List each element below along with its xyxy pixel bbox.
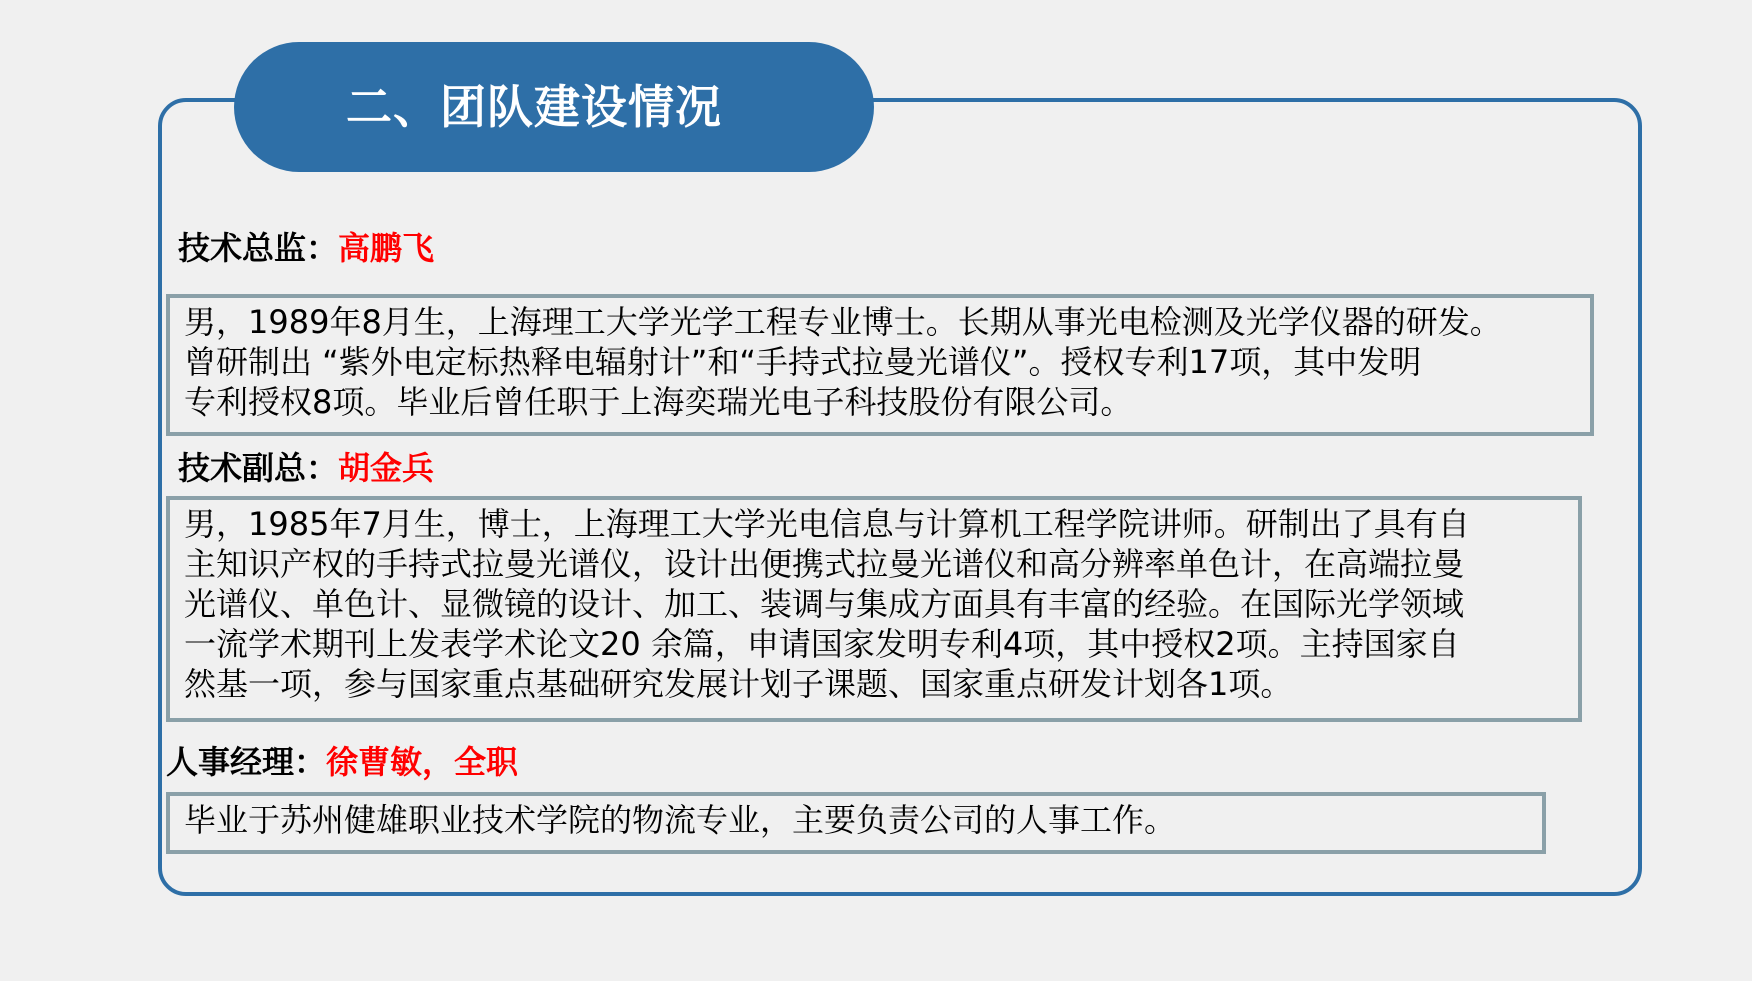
member-label-hr-manager	[166, 742, 518, 782]
bio-line: 光谱仪、单色计、显微镜的设计、加工、装调与集成方面具有丰富的经验。在国际光学领域	[184, 585, 1465, 623]
bio-line: 专利授权8项。毕业后曾任职于上海奕瑞光电子科技股份有限公司。	[184, 383, 1133, 421]
bio-line: 曾研制出 “紫外电定标热释电辐射计”和“手持式拉曼光谱仪”。授权专利17项，其中发明	[184, 343, 1422, 381]
member-name: 胡金兵	[338, 449, 435, 487]
member-label-tech-director	[178, 228, 434, 268]
bio-line: 毕业于苏州健雄职业技术学院的物流专业，主要负责公司的人事工作。	[184, 801, 1177, 839]
member-role: 技术副总：	[178, 449, 339, 487]
bio-line: 然基一项，参与国家重点基础研究发展计划子课题、国家重点研发计划各1项。	[184, 665, 1293, 703]
member-label-tech-deputy	[178, 448, 434, 488]
member-bio-tech-deputy	[166, 496, 1582, 722]
bio-line: 主知识产权的手持式拉曼光谱仪，设计出便携式拉曼光谱仪和高分辨率单色计，在高端拉曼	[184, 545, 1465, 583]
member-name: 徐曹敏，全职	[326, 743, 519, 781]
member-bio-tech-director	[166, 294, 1594, 436]
bio-line: 一流学术期刊上发表学术论文20 余篇，申请国家发明专利4项，其中授权2项。主持国家自	[184, 625, 1460, 663]
bio-line: 男，1989年8月生，上海理工大学光学工程专业博士。长期从事光电检测及光学仪器的研发。	[184, 303, 1502, 341]
section-title: 二、团队建设情况	[234, 42, 874, 172]
member-role: 技术总监：	[178, 229, 339, 267]
member-bio-hr-manager	[166, 792, 1546, 854]
bio-line: 男，1985年7月生，博士，上海理工大学光电信息与计算机工程学院讲师。研制出了具有自	[184, 505, 1470, 543]
member-name: 高鹏飞	[338, 229, 435, 267]
member-role: 人事经理：	[166, 743, 327, 781]
